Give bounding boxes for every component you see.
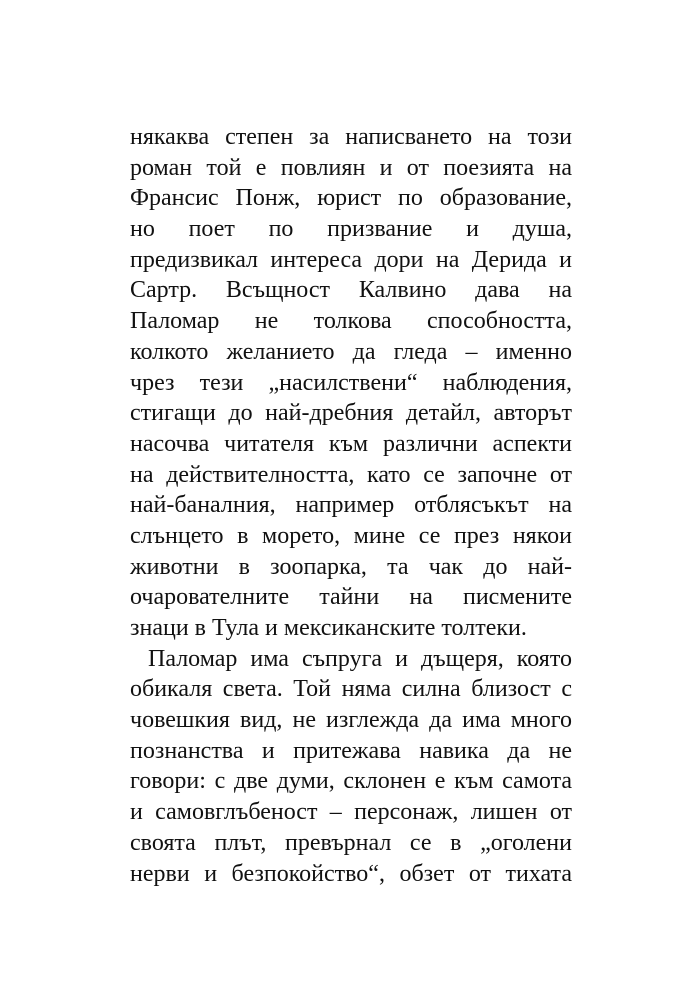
- text-line: знаци в Тула и мексиканските толтеки.: [130, 615, 527, 641]
- text-line: и самовглъбеност – персонаж, лишен от: [130, 799, 572, 826]
- text-line: човешкия вид, не изглежда да има много: [130, 707, 572, 734]
- text-line: Паломар не толкова способността,: [130, 308, 572, 335]
- text-line: Франсис Понж, юрист по образование,: [130, 185, 572, 212]
- text-line: очарователните тайни на писмените: [130, 584, 572, 611]
- text-line: чрез тези „насилствени“ наблюдения,: [130, 369, 572, 396]
- text-line: насочва читателя към различни аспекти: [130, 430, 572, 457]
- text-line: слънцето в морето, мине се през някои: [130, 522, 572, 549]
- text-line: животни в зоопарка, та чак до най-: [130, 553, 572, 580]
- text-line: колкото желанието да гледа – именно: [130, 338, 572, 365]
- text-line: познанства и притежава навика да не: [130, 737, 572, 764]
- text-line: Сартр. Всъщност Калвино дава на: [130, 277, 572, 304]
- text-line: на действителността, като се започне от: [130, 461, 572, 488]
- text-line: някаква степен за написването на този: [130, 124, 572, 150]
- paragraph-2: [130, 644, 572, 890]
- text-line: говори: с две думи, склонен е към самота: [130, 768, 572, 795]
- text-line: но поет по призвание и душа,: [130, 216, 572, 243]
- text-line: обикаля света. Той няма силна близост с: [130, 676, 572, 703]
- text-line: роман той е повлиян и от поезията на: [130, 154, 572, 181]
- text-line: стигащи до най-дребния детайл, авторът: [130, 400, 572, 427]
- text-line: Паломар има съпруга и дъщеря, която: [148, 645, 572, 672]
- text-line: най-баналния, например отблясъкът на: [130, 492, 572, 519]
- book-page-text: [130, 122, 572, 889]
- paragraph-1: [130, 122, 572, 644]
- text-line: своята плът, превърнал се в „оголени: [130, 829, 572, 856]
- text-line: нерви и безпокойство“, обзет от тихата: [130, 860, 572, 887]
- text-line: предизвикал интереса дори на Дерида и: [130, 246, 572, 273]
